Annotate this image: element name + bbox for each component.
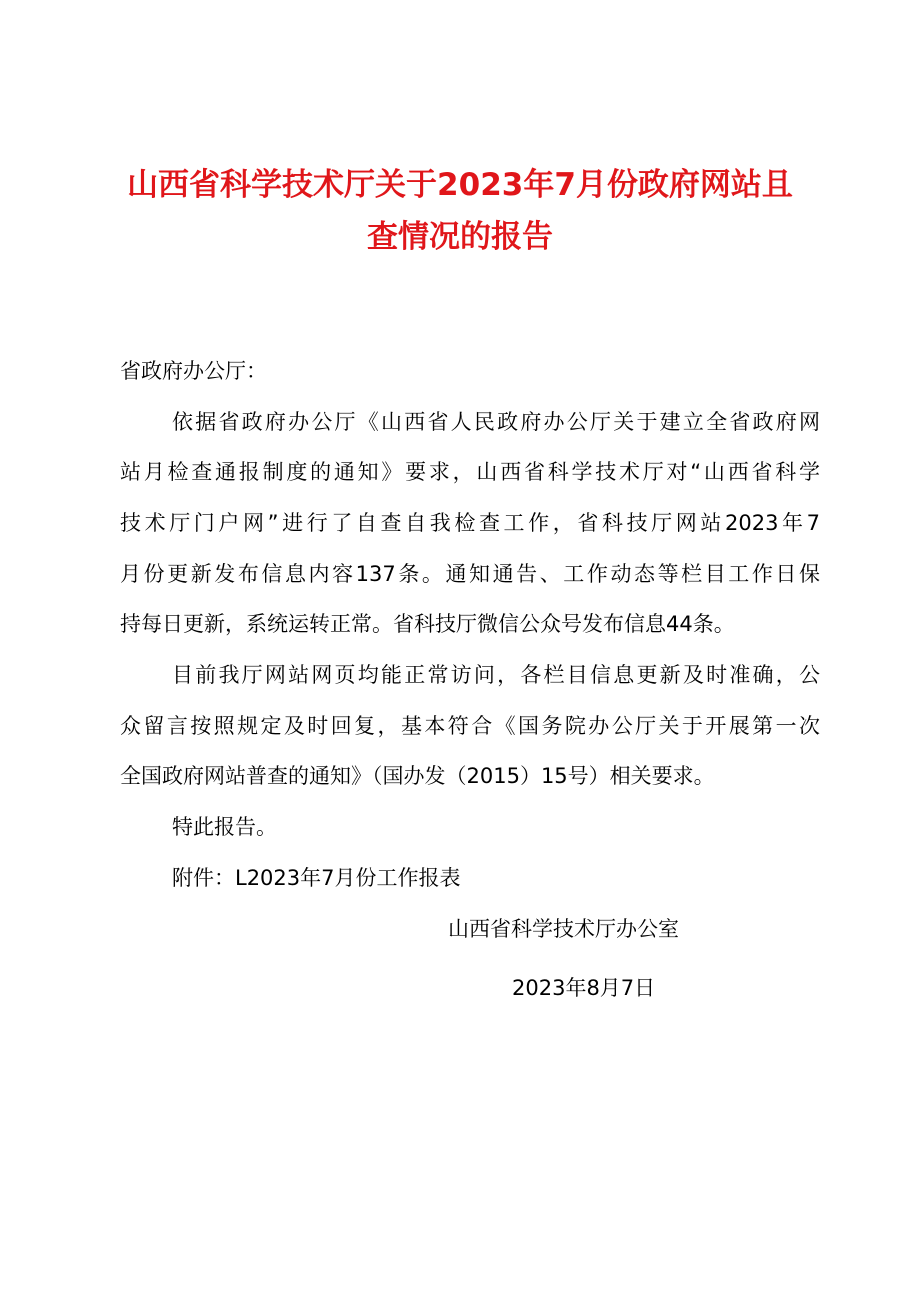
- salutation: 省政府办公厅：: [120, 359, 267, 383]
- paragraph-1-line-2: 站月检查通报制度的通知》要求，山西省科学技术厅对“山西省科学: [120, 460, 820, 484]
- paragraph-1-line-3: 技术厅门户网”进行了自查自我检查工作，省科技厅网站2023年7: [120, 511, 820, 535]
- document-title-line-2: 查情况的报告: [367, 219, 553, 255]
- paragraph-1-line-5: 持每日更新，系统运转正常。省科技厅微信公众号发布信息44条。: [120, 612, 735, 636]
- paragraph-1-line-4: 月份更新发布信息内容137条。通知通告、工作动态等栏目工作日保: [120, 562, 820, 586]
- paragraph-2-line-1: 目前我厅网站网页均能正常访问，各栏目信息更新及时准确，公: [172, 663, 820, 687]
- paragraph-1-line-1: 依据省政府办公厅《山西省人民政府办公厅关于建立全省政府网: [172, 410, 820, 434]
- paragraph-2-line-3: 全国政府网站普查的通知》（国办发（2015）15号）相关要求。: [120, 764, 715, 788]
- signature-organization: 山西省科学技术厅办公室: [448, 917, 679, 941]
- attachment-line: 附件：L2023年7月份工作报表: [172, 866, 461, 890]
- closing-text: 特此报告。: [172, 815, 277, 839]
- document-title-line-1: 山西省科学技术厅关于2023年7月份政府网站且: [127, 167, 793, 203]
- signature-date: 2023年8月7日: [512, 976, 656, 1000]
- paragraph-2-line-2: 众留言按照规定及时回复，基本符合《国务院办公厅关于开展第一次: [120, 714, 820, 738]
